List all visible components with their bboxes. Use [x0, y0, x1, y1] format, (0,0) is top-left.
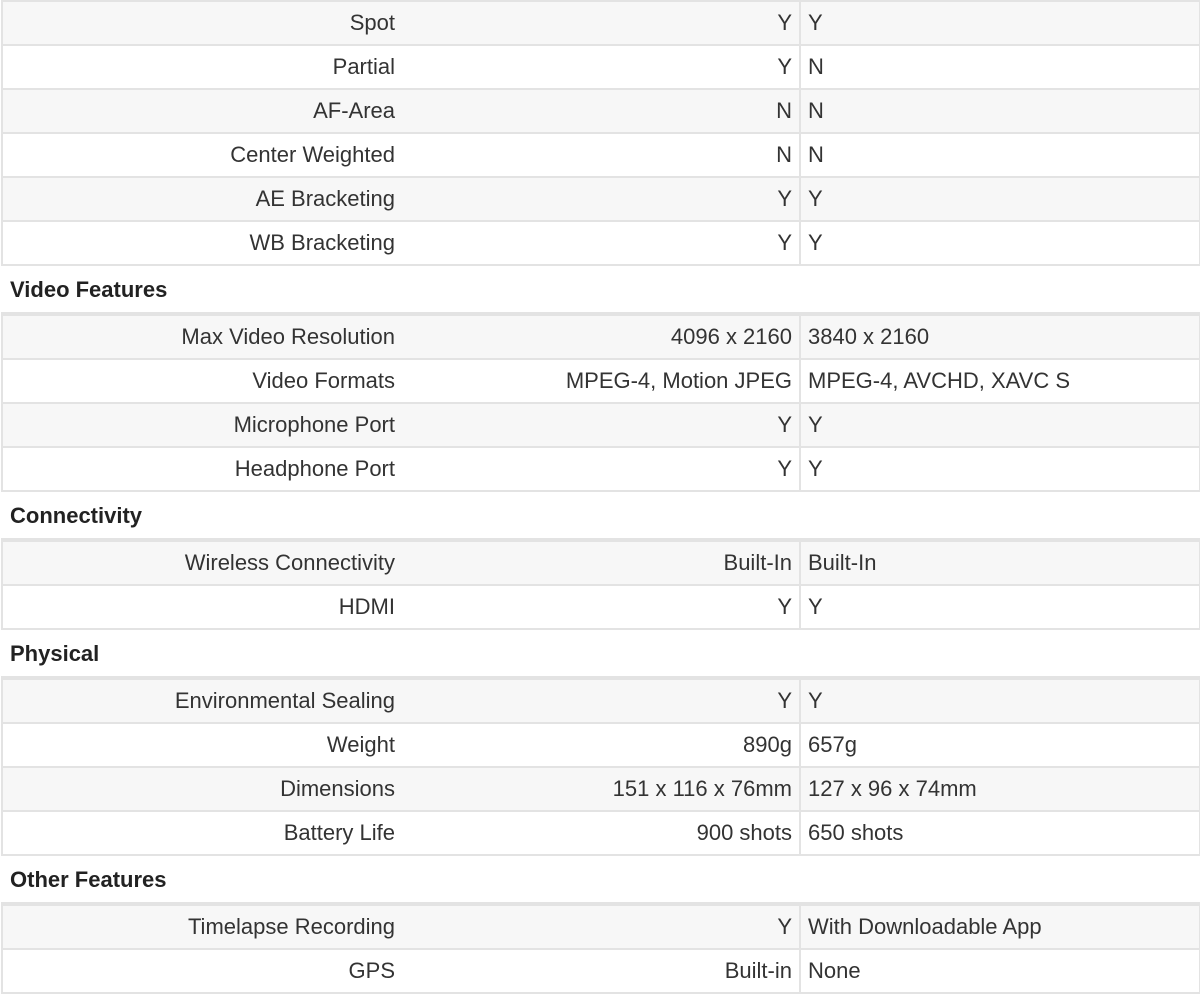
- camera-a-value: N: [407, 89, 800, 133]
- spec-table-video-features: [1, 312, 1200, 492]
- camera-b-value: 127 x 96 x 74mm: [800, 767, 1200, 811]
- spec-table-other-features: [1, 902, 1200, 994]
- section-title-physical: Physical: [10, 641, 100, 666]
- spec-row-weight: [2, 723, 1200, 767]
- section-title-connectivity: Connectivity: [10, 503, 143, 528]
- spec-label: GPS: [2, 949, 407, 993]
- spec-row-wb-bracketing: [2, 221, 1200, 265]
- camera-a-value: 4096 x 2160: [407, 314, 800, 359]
- camera-b-value: Y: [800, 177, 1200, 221]
- spec-label: Weight: [2, 723, 407, 767]
- camera-a-value: Y: [407, 45, 800, 89]
- camera-a-value: Y: [407, 403, 800, 447]
- spec-table-connectivity: [1, 538, 1200, 630]
- spec-row-ae-bracketing: [2, 177, 1200, 221]
- spec-row-wireless-connectivity: [2, 540, 1200, 585]
- spec-row-partial: [2, 45, 1200, 89]
- camera-b-value: N: [800, 133, 1200, 177]
- spec-label: WB Bracketing: [2, 221, 407, 265]
- section-title-other-features: Other Features: [10, 867, 167, 892]
- camera-b-value: Built-In: [800, 540, 1200, 585]
- spec-label: Spot: [2, 1, 407, 45]
- camera-a-value: Built-in: [407, 949, 800, 993]
- spec-label: AE Bracketing: [2, 177, 407, 221]
- spec-row-af-area: [2, 89, 1200, 133]
- spec-row-center-weighted: [2, 133, 1200, 177]
- camera-a-value: Y: [407, 585, 800, 629]
- spec-row-environmental-sealing: [2, 678, 1200, 723]
- spec-label: Partial: [2, 45, 407, 89]
- spec-label: Headphone Port: [2, 447, 407, 491]
- spec-label: Environmental Sealing: [2, 678, 407, 723]
- camera-b-value: Y: [800, 447, 1200, 491]
- camera-b-value: 3840 x 2160: [800, 314, 1200, 359]
- camera-a-value: Built-In: [407, 540, 800, 585]
- spec-row-spot: [2, 1, 1200, 45]
- spec-label: Battery Life: [2, 811, 407, 855]
- camera-a-value: N: [407, 133, 800, 177]
- spec-label: Center Weighted: [2, 133, 407, 177]
- spec-table-physical: [1, 676, 1200, 856]
- spec-label: Microphone Port: [2, 403, 407, 447]
- spec-table-exposure: [1, 0, 1200, 266]
- camera-b-value: 650 shots: [800, 811, 1200, 855]
- camera-b-value: Y: [800, 585, 1200, 629]
- camera-b-value: N: [800, 89, 1200, 133]
- spec-row-microphone-port: [2, 403, 1200, 447]
- camera-b-value: Y: [800, 1, 1200, 45]
- spec-row-hdmi: [2, 585, 1200, 629]
- camera-b-value: None: [800, 949, 1200, 993]
- camera-a-value: MPEG-4, Motion JPEG: [407, 359, 800, 403]
- camera-a-value: Y: [407, 904, 800, 949]
- camera-b-value: 657g: [800, 723, 1200, 767]
- spec-row-video-formats: [2, 359, 1200, 403]
- camera-b-value: Y: [800, 403, 1200, 447]
- spec-row-max-video-resolution: [2, 314, 1200, 359]
- camera-b-value: With Downloadable App: [800, 904, 1200, 949]
- spec-row-dimensions: [2, 767, 1200, 811]
- spec-label: AF-Area: [2, 89, 407, 133]
- spec-row-gps: [2, 949, 1200, 993]
- camera-a-value: Y: [407, 678, 800, 723]
- camera-a-value: Y: [407, 177, 800, 221]
- spec-label: Video Formats: [2, 359, 407, 403]
- section-title-video-features: Video Features: [10, 277, 168, 302]
- camera-b-value: Y: [800, 221, 1200, 265]
- camera-a-value: 900 shots: [407, 811, 800, 855]
- spec-row-headphone-port: [2, 447, 1200, 491]
- camera-a-value: Y: [407, 221, 800, 265]
- spec-row-battery-life: [2, 811, 1200, 855]
- camera-a-value: 890g: [407, 723, 800, 767]
- spec-label: Timelapse Recording: [2, 904, 407, 949]
- camera-a-value: Y: [407, 1, 800, 45]
- spec-row-timelapse-recording: [2, 904, 1200, 949]
- spec-label: Dimensions: [2, 767, 407, 811]
- spec-label: Max Video Resolution: [2, 314, 407, 359]
- spec-label: Wireless Connectivity: [2, 540, 407, 585]
- camera-a-value: Y: [407, 447, 800, 491]
- camera-a-value: 151 x 116 x 76mm: [407, 767, 800, 811]
- camera-b-value: Y: [800, 678, 1200, 723]
- spec-label: HDMI: [2, 585, 407, 629]
- camera-b-value: N: [800, 45, 1200, 89]
- camera-b-value: MPEG-4, AVCHD, XAVC S: [800, 359, 1200, 403]
